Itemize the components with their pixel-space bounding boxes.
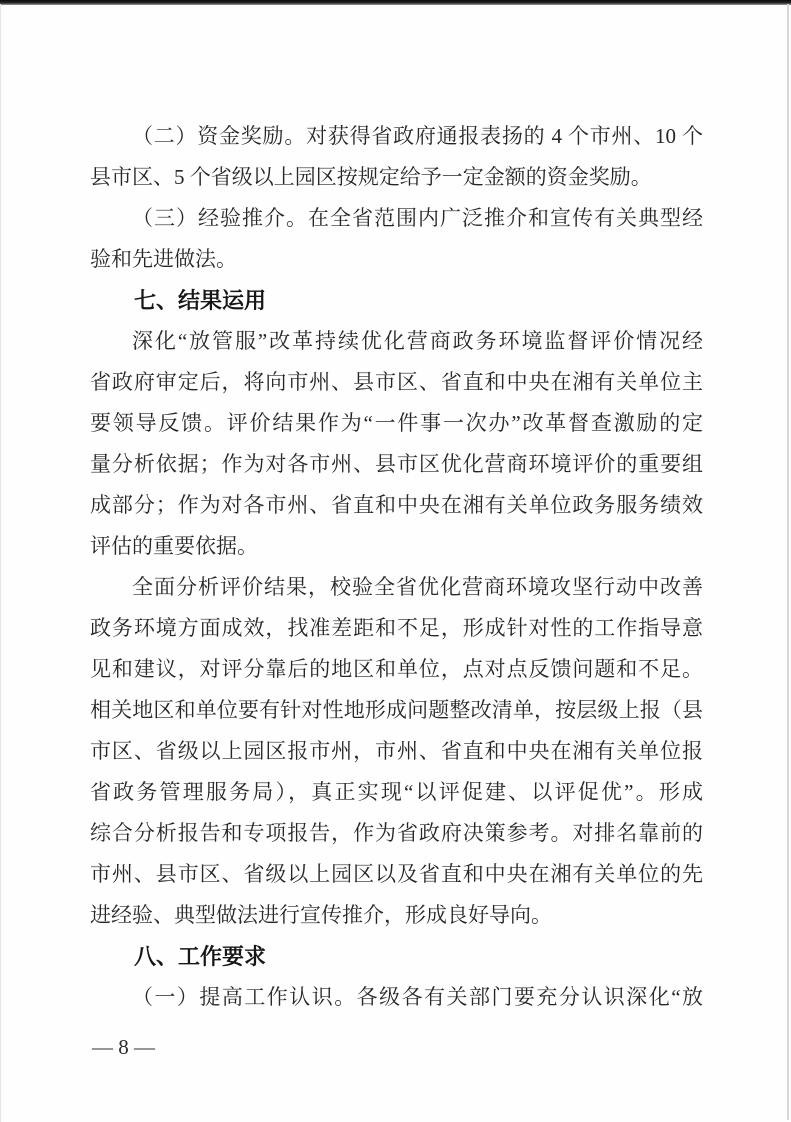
paragraph-analysis-line-3: 见和建议，对评分靠后的地区和单位，点对点反馈问题和不足。 [90,657,703,681]
scan-left-edge-line [0,4,1,1122]
paragraph-results-line-2: 省政府审定后，将向市州、县市区、省直和中央在湘有关单位主 [90,370,703,394]
paragraph-analysis-line-5: 市区、省级以上园区报市州，市州、省直和中央在湘有关单位报 [90,739,703,763]
page-body [90,116,703,1018]
section-heading-8-work-requirements: 八、工作要求 [134,944,267,969]
paragraph-results-line-6: 评估的重要依据。 [90,534,258,558]
scan-top-edge-band [0,0,791,5]
paragraph-results-line-5: 成部分；作为对各市州、省直和中央在湘有关单位政务服务绩效 [90,493,703,517]
paragraph-results-line-1: 深化“放管服”改革持续优化营商政务环境监督评价情况经 [132,329,703,353]
paragraph-item-3-experience-line-2: 验和先进做法。 [90,247,237,271]
section-heading-7-results-usage: 七、结果运用 [134,288,267,313]
scan-right-edge-line [787,4,789,1120]
paragraph-analysis-line-7: 综合分析报告和专项报告，作为省政府决策参考。对排名靠前的 [90,821,703,845]
paragraph-item-2-funding-line-2: 县市区、5 个省级以上园区按规定给予一定金额的资金奖励。 [90,165,652,189]
paragraph-analysis-line-1: 全面分析评价结果，校验全省优化营商环境攻坚行动中改善 [132,575,703,599]
paragraph-analysis-line-9: 进经验、典型做法进行宣传推介，形成良好导向。 [90,903,552,927]
paragraph-analysis-line-2: 政务环境方面成效，找准差距和不足，形成针对性的工作指导意 [90,616,703,640]
paragraph-results-line-4: 量分析依据；作为对各市州、县市区优化营商环境评价的重要组 [90,452,703,476]
paragraph-item-1-awareness-line-1: （一）提高工作认识。各级各有关部门要充分认识深化“放 [132,985,703,1009]
paragraph-analysis-line-4: 相关地区和单位要有针对性地形成问题整改清单，按层级上报（县 [90,698,703,722]
paragraph-item-3-experience-line-1: （三）经验推介。在全省范围内广泛推介和宣传有关典型经 [132,206,703,230]
page-number: — 8 — [92,1035,155,1059]
paragraph-analysis-line-8: 市州、县市区、省级以上园区以及省直和中央在湘有关单位的先 [90,862,703,886]
paragraph-results-line-3: 要领导反馈。评价结果作为“一件事一次办”改革督查激励的定 [90,411,703,435]
paragraph-analysis-line-6: 省政务管理服务局），真正实现“以评促建、以评促优”。形成 [90,780,703,804]
paragraph-item-2-funding-line-1: （二）资金奖励。对获得省政府通报表扬的 4 个市州、10 个 [132,124,703,148]
